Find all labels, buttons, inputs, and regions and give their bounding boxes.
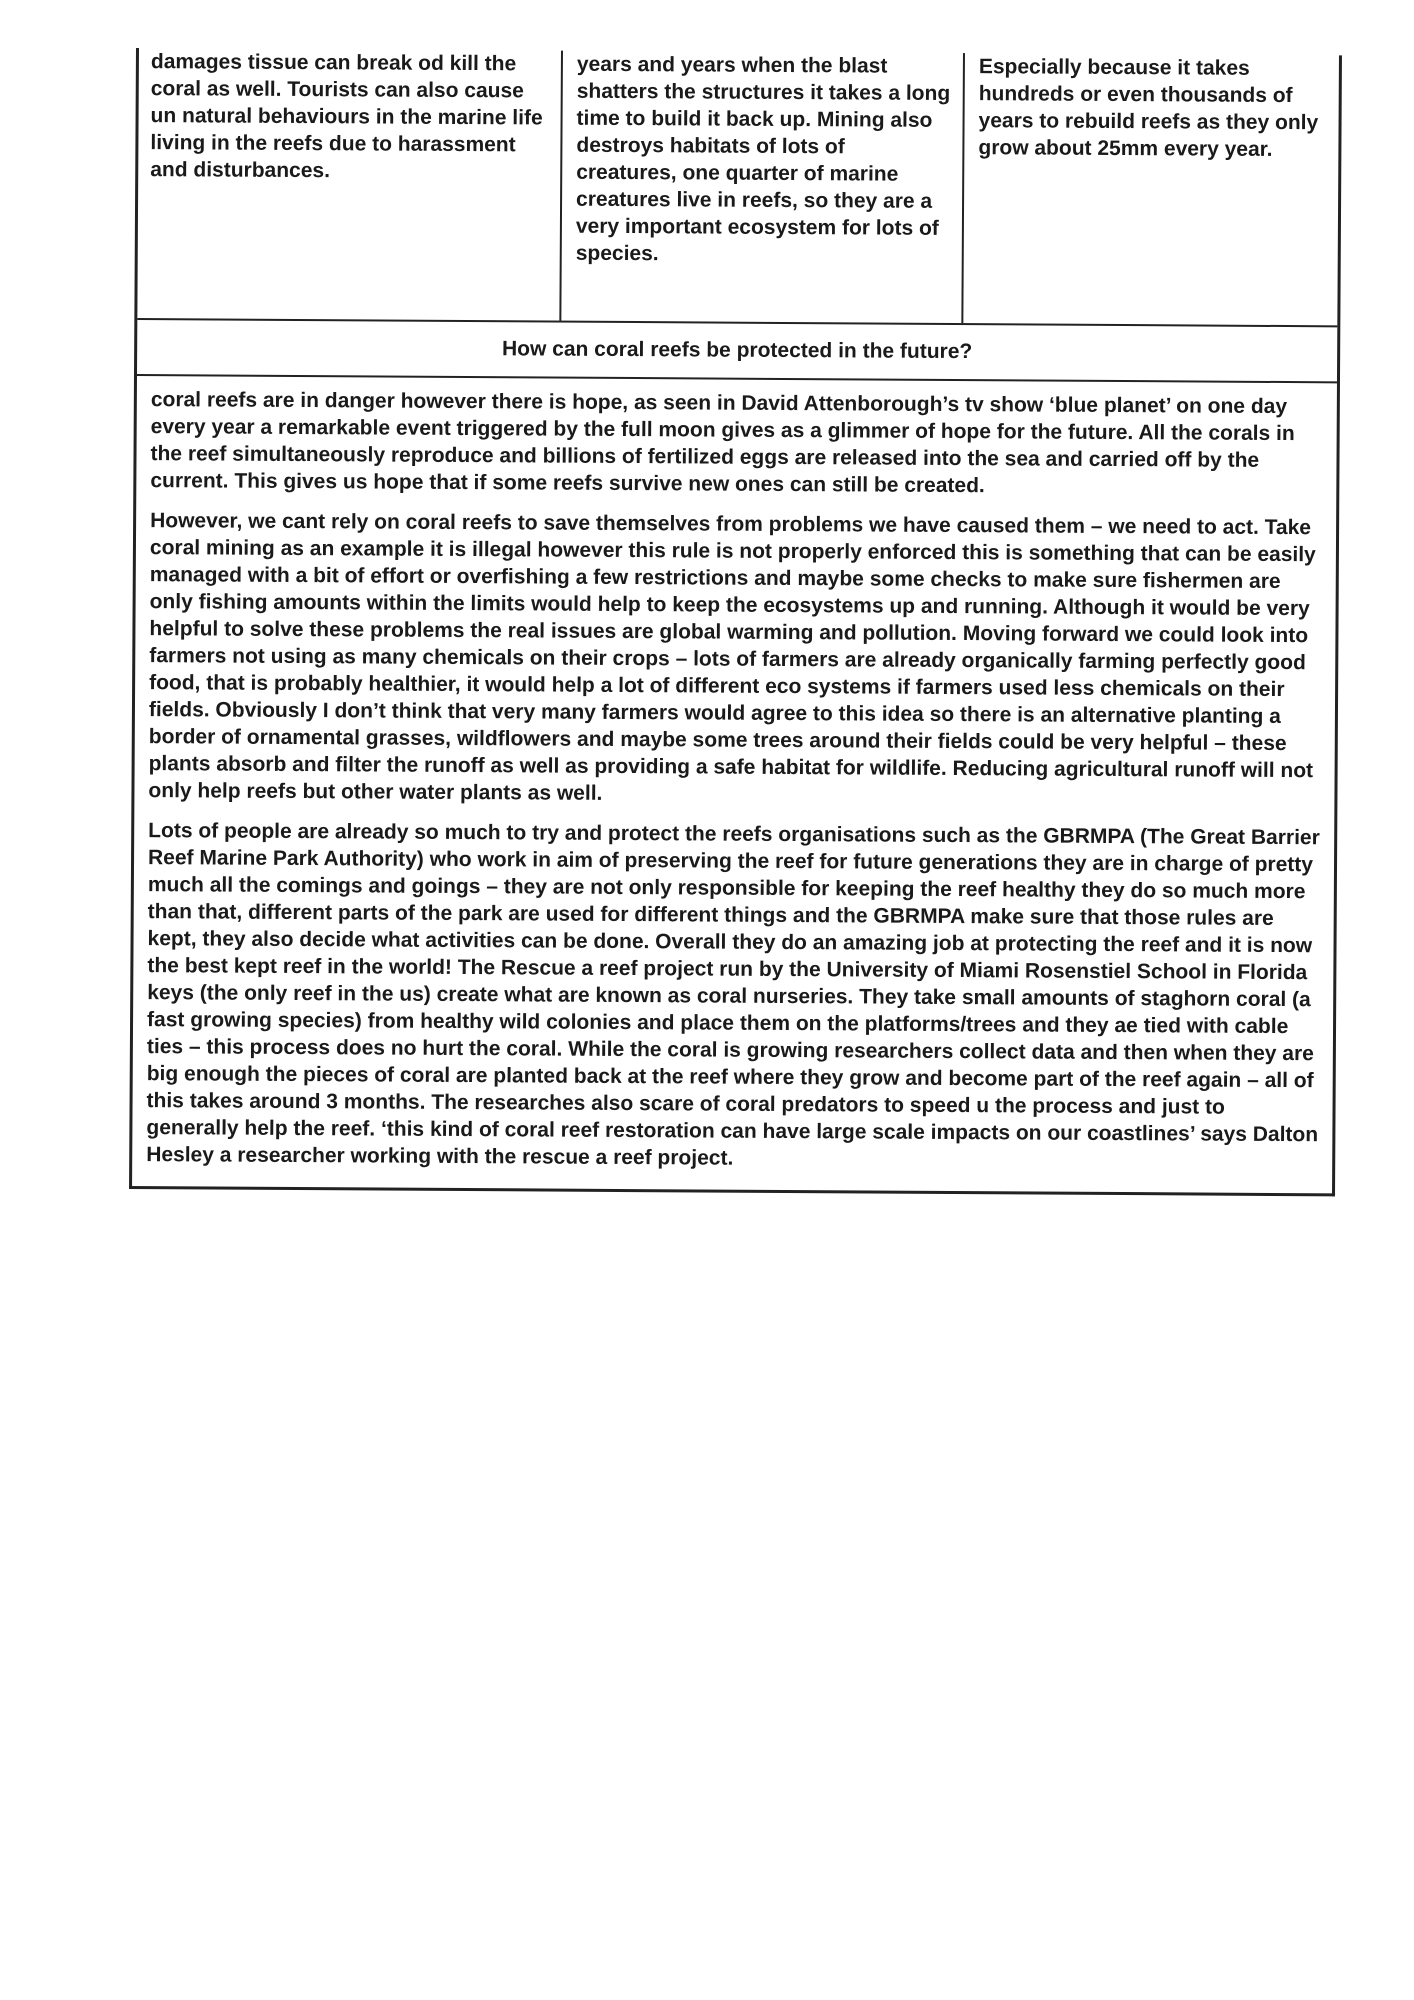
section-heading: How can coral reefs be protected in the future? — [137, 320, 1337, 383]
column-recovery: Especially because it takes hundreds or even thousands of years to rebuild reefs as they only grow about 25mm every year. — [978, 55, 1319, 161]
paragraph-action: However, we cant rely on coral reefs to save themselves from problems we have caused them – we need to act. Take coral mining as an example it is illegal however this rule is not properly enforced this is something that can be easily managed with a bit of effort or overfishing a few restrictions and maybe some checks to make sure fishermen are only fishing amounts within the limits would help to keep the ecosystems up and running. Although it would be very helpful to solve these problems the real issues are global warming and pollution. Moving forward we could look into farmers not using as many chemicals on their crops – lots of farmers are already organically farming perfectly good food, that is probably healthier, it would help a lot of different eco systems if farmers used less chemicals on their fields. Obviously I don’t think that very many farmers would agree to this idea so there is an alternative planting a border of ornamental grasses, wildflowers and maybe some trees around their fields could be very helpful – these plants absorb and filter the runoff as well as providing a safe habitat for wildlife. Reducing agricultural runoff will not only help reefs but other water plants as well. — [148, 509, 1316, 805]
answer-body — [132, 376, 1337, 1193]
paragraph-organisations: Lots of people are already so much to try and protect the reefs organisations such as the GBRMPA (The Great Barrier Reef Marine Park Authority) who work in aim of preserving the reef for future generations they are in charge of pretty much all the comings and goings – they are not only responsible for keeping the reef healthy they do so much more than that, different parts of the park are used for different things and the GBRMPA make sure that those rules are kept, they also decide what activities can be done. Overall they do an amazing job at protecting the reef and it is now the best kept reef in the world! The Rescue a reef project run by the University of Miami Rosenstiel School in Florida keys (the only reef in the us) create what are known as coral nurseries. They take small amounts of staghorn coral (a fast growing species) from healthy wild colonies and place them on the platforms/trees and they ae tied with cable ties – this process does no hurt the coral. While the coral is growing researchers collect data and then when they are big enough the pieces of coral are planted back at the reef where they grow and become part of the reef again – all of this takes around 3 months. The researches also scare of coral predators to speed u the process and just to generally help the reef. ‘this kind of coral reef restoration can have large scale impacts on our coastlines’ says Dalton Hesley a researcher working with the rescue a reef project. — [146, 819, 1320, 1170]
paragraph-hope: coral reefs are in danger however there is hope, as seen in David Attenborough’s tv show ‘blue planet’ on one day every year a remarkable event triggered by the full moon gives as a glimmer of hope for the future. All the corals in the reef simultaneously reproduce and billions of fertilized eggs are released into the sea and carried off by the current. This gives us hope that if some reefs survive new ones can still be created. — [150, 388, 1295, 498]
worksheet-table — [129, 48, 1342, 1196]
column-tourism: damages tissue can break od kill the coral as well. Tourists can also cause un natural behaviours in the marine life living in the reefs due to harassment and disturbances. — [137, 48, 563, 321]
column-mining: years and years when the blast shatters the structures it takes a long time to build it back up. Mining also destroys habitats of lots of creatures, one quarter of marine creatures live in reefs, so they are a very important ecosystem for lots of species. — [561, 51, 965, 323]
columns-row — [137, 48, 1339, 327]
